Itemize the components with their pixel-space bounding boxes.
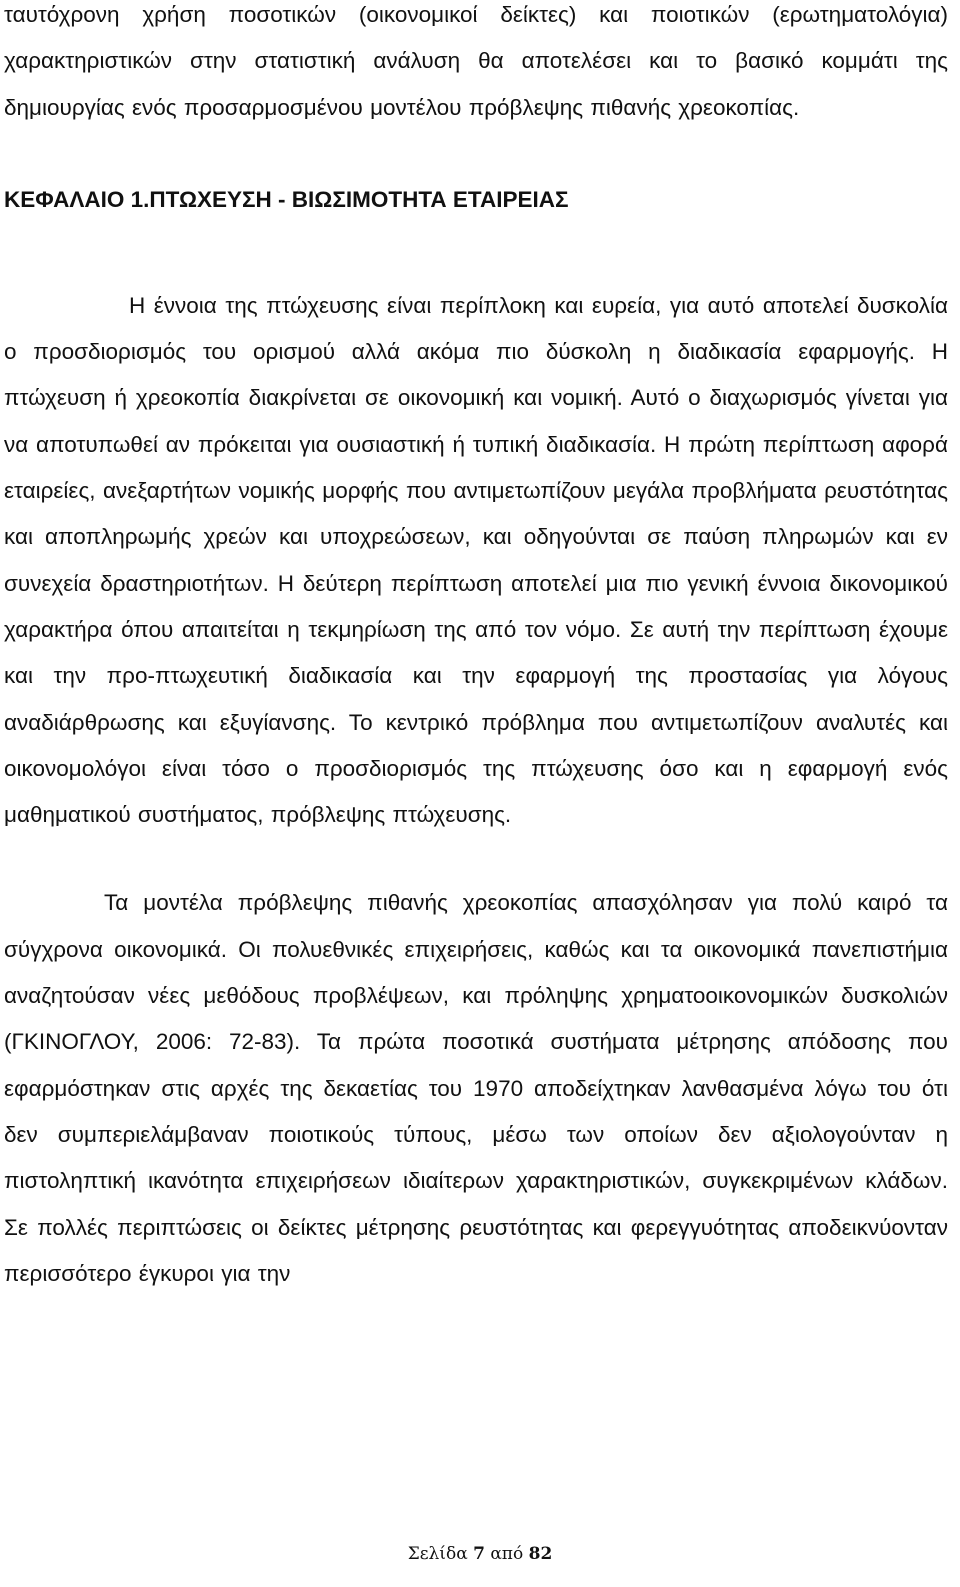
body-paragraph-2: Τα μοντέλα πρόβλεψης πιθανής χρεοκοπίας απασχόλησαν για πολύ καιρό τα σύγχρονα οικονομικά. Οι πολυεθνικές επιχειρήσεις, καθώς και τα οικονομικά πανεπιστήμια αναζητούσαν νέες μεθόδους προβλέψεων, και πρόληψης χρηματοοικονομικών δυσκολιών (ΓΚΙΝΟΓΛΟΥ, 2006: 72-83). Τα πρώτα ποσοτικά συστήματα μέτρησης απόδοσης που εφαρμόστηκαν στις αρχές της δεκαετίας του 1970 αποδείχτηκαν λανθασμένα λόγω του ότι δεν συμπεριελάμβαναν ποιοτικούς τύπους, μέσω των οποίων δεν αξιολογούνταν η πιστοληπτική ικανότητα επιχειρήσεων ιδιαίτερων χαρακτηριστικών, συγκεκριμένων κλάδων. Σε πολλές περιπτώσεις οι δείκτες μέτρησης ρευστότητας και φερεγγυότητας αποδεικνύονταν περισσότερο έγκυροι για την	[4, 890, 948, 1286]
page-footer	[0, 1544, 960, 1564]
spacer	[4, 131, 948, 177]
body-paragraph-1: Η έννοια της πτώχευσης είναι περίπλοκη και ευρεία, για αυτό αποτελεί δυσκολία ο προσδιορισμός του ορισμού αλλά ακόμα πιο δύσκολη η διαδικασία εφαρμογής. Η πτώχευση ή χρεοκοπία διακρίνεται σε οικονομική και νομική. Αυτό ο διαχωρισμός γίνεται για να αποτυπωθεί αν πρόκειται για ουσιαστική ή τυπική διαδικασία. Η πρώτη περίπτωση αφορά εταιρείες, ανεξαρτήτων νομικής μορφής που αντιμετωπίζουν μεγάλα προβλήματα ρευστότητας και αποπληρωμής χρεών και υποχρεώσεων, και οδηγούνται σε παύση πληρωμών και εν συνεχεία δραστηριοτήτων. Η δεύτερη περίπτωση αποτελεί μια πιο γενική έννοια δικονομικού χαρακτήρα όπου απαιτείται η τεκμηρίωση της από τον νόμο. Σε αυτή την περίπτωση έχουμε και την προ-πτωχευτική διαδικασία και την εφαρμογή της προστασίας για λόγους αναδιάρθρωσης και εξυγίανσης. Το κεντρικό πρόβλημα που αντιμετωπίζουν αναλυτές και οικονομολόγοι είναι τόσο ο προσδιορισμός της πτώχευσης όσο και η εφαρμογή ενός μαθηματικού συστήματος, πρόβλεψης πτώχευσης.	[4, 292, 948, 828]
footer-total-pages: 82	[528, 1544, 553, 1564]
footer-page-word: Σελίδα	[407, 1544, 468, 1564]
footer-page-number: 7	[473, 1544, 485, 1564]
page-content	[4, 0, 948, 1297]
spacer	[4, 223, 948, 283]
footer-of-word: από	[490, 1544, 524, 1564]
spacer	[4, 838, 948, 880]
chapter-heading: ΚΕΦΑΛΑΙΟ 1.ΠΤΩΧΕΥΣΗ - ΒΙΩΣΙΜΟΤΗΤΑ ΕΤΑΙΡΕΙΑΣ	[4, 186, 569, 212]
intro-paragraph: ταυτόχρονη χρήση ποσοτικών (οικονομικοί δείκτες) και ποιοτικών (ερωτηματολόγια) χαρακτηριστικών στην στατιστική ανάλυση θα αποτελέσει και το βασικό κομμάτι της δημιουργίας ενός προσαρμοσμένου μοντέλου πρόβλεψης πιθανής χρεοκοπίας.	[4, 2, 948, 120]
